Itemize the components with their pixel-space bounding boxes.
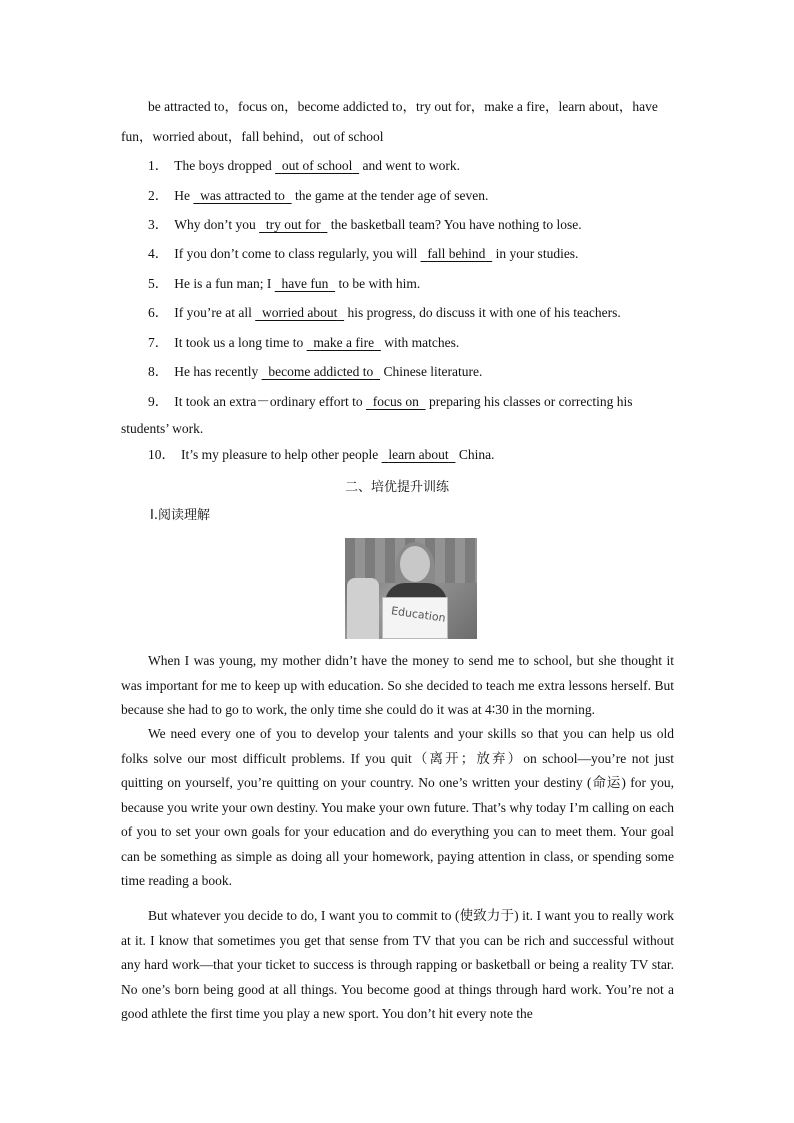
exercise-item (148, 216, 582, 234)
exercise-number: 5． (148, 276, 169, 291)
exercise-text-before: If you don’t come to class regularly, you will (174, 246, 421, 261)
exercise-item (148, 363, 482, 381)
education-sign (382, 597, 448, 639)
exercise-item (148, 275, 420, 293)
exercise-item (148, 446, 494, 464)
word-bank-line-2: fun，worried about，fall behind，out of school (121, 129, 384, 144)
exercise-text-before: He is a fun man; I (174, 276, 275, 291)
exercise-answer: try out for (265, 217, 321, 232)
sign-text: Education (390, 604, 447, 625)
exercise-number: 3． (148, 217, 169, 232)
exercise-answer: was attracted to (200, 188, 285, 203)
exercise-number: 10． (148, 447, 175, 462)
word-bank-line-1: be attracted to，focus on，become addicted to，try out for，make a fire，learn about，have (148, 99, 658, 114)
exercise-answer: worried about (261, 305, 338, 320)
exercise-item (148, 304, 621, 322)
girl-holding-education-sign-photo (345, 538, 477, 639)
exercise-item (148, 334, 459, 352)
passage-paragraph-1: When I was young, my mother didn’t have the money to send me to school, but she thought it was important for me to keep up with education. So she decided to teach me extra lessons herself. But because she had to go to work, the only time she could do it was at 4∶30 in the morning. (121, 653, 674, 717)
exercise-text-before: He has recently (174, 364, 262, 379)
exercise-text-before: He (174, 188, 194, 203)
exercise-text-after: the game at the tender age of seven. (291, 188, 489, 203)
exercise-number: 6． (148, 305, 169, 320)
exercise-answer: fall behind (427, 246, 486, 261)
exercise-answer: focus on (372, 394, 419, 409)
exercise-item (148, 187, 488, 205)
exercise-text-after: to be with him. (335, 276, 421, 291)
exercise-text-after: and went to work. (359, 158, 460, 173)
exercise-text-after: in your studies. (492, 246, 579, 261)
exercise-item (148, 245, 578, 263)
exercise-text-before: It’s my pleasure to help other people (181, 447, 382, 462)
exercise-number: 7． (148, 335, 169, 350)
exercise-number: 8． (148, 364, 169, 379)
exercise-text-after: the basketball team? You have nothing to lose. (327, 217, 582, 232)
exercise-answer: have fun (281, 276, 329, 291)
exercise-text-before: It took us a long time to (174, 335, 307, 350)
exercise-text-after: his progress, do discuss it with one of his teachers. (344, 305, 621, 320)
exercise-item (148, 393, 633, 411)
section-title: 二、培优提升训练 (344, 480, 449, 495)
exercise-text-before: The boys dropped (174, 158, 276, 173)
exercise-text-before: Why don’t you (174, 217, 260, 232)
exercise-text-after: with matches. (380, 335, 460, 350)
exercise-answer: learn about (388, 447, 449, 462)
exercise-answer: make a fire (313, 335, 375, 350)
exercise-text-after: preparing his classes or correcting his (425, 394, 633, 409)
exercise-text-after: China. (455, 447, 495, 462)
subsection-title: Ⅰ.阅读理解 (150, 508, 210, 523)
passage-paragraph-2: We need every one of you to develop your talents and your skills so that you can help us old folks solve our most difficult problems. If you quit（离开；放弃）on school—you’re not just quitting on yourself, you’re quitting on your country. No one’s written your destiny (命运) for you, because you write your own destiny. You make your own future. That’s why today I’m calling on each of you to set your own goals for your education and do everything you can to meet them. Your goal can be something as simple as doing all your homework, paying attention in class, or spending some time reading a book. (121, 726, 675, 888)
exercise-number: 9． (148, 394, 169, 409)
exercise-text-before: If you’re at all (174, 305, 256, 320)
exercise-number: 1． (148, 158, 169, 173)
exercise-text-after: Chinese literature. (380, 364, 483, 379)
exercise-answer: become addicted to (268, 364, 374, 379)
passage-paragraph-3: But whatever you decide to do, I want you to commit to (使致力于) it. I want you to really work at it. I know that sometimes you get that sense from TV that you can be rich and successful without any hard work—that your ticket to success is through rapping or basketball or being a reality TV star. No one’s born being good at all things. You become good at things through hard work. You’re not a good athlete the first time you play a new sport. You don’t hit every note the (121, 908, 674, 1021)
exercise-9-continuation: students’ work. (121, 421, 204, 436)
exercise-number: 2． (148, 188, 169, 203)
exercise-text-before: It took an extra－ordinary effort to (174, 394, 366, 409)
exercise-item (148, 157, 460, 175)
exercise-answer: out of school (281, 158, 353, 173)
exercise-number: 4． (148, 246, 169, 261)
